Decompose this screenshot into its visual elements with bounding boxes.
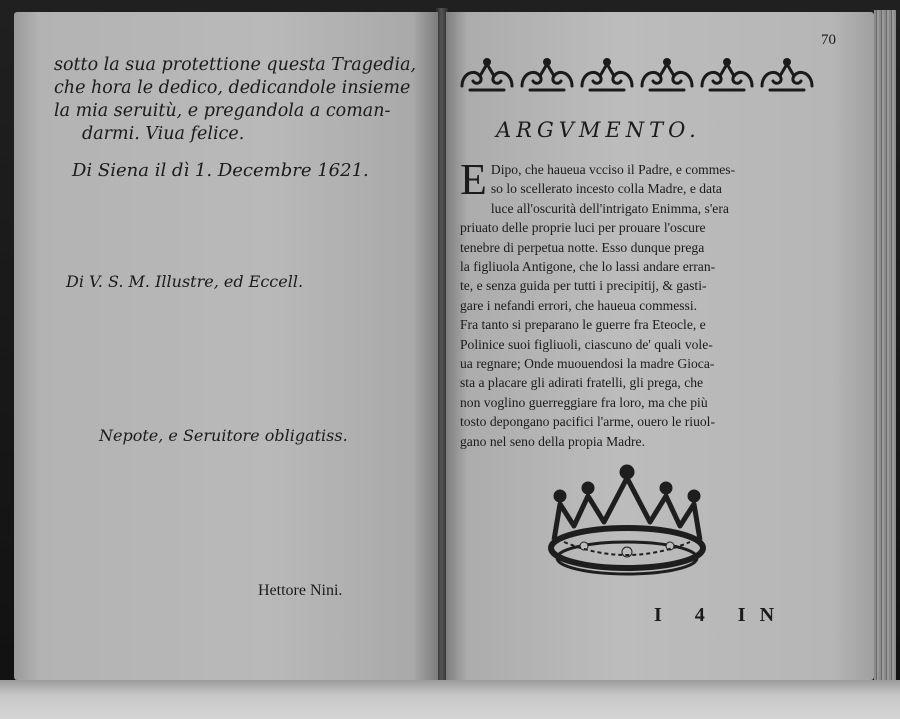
dedication-line: che hora le dedico, dedicandole insieme	[54, 78, 411, 98]
argument-line: Fra tanto si preparano le guerre fra Eteocle, e	[460, 317, 706, 333]
argument-line: te, e senza guida per tutti i precipitij, & gasti-	[460, 278, 707, 294]
scroll-ornament-band	[458, 56, 814, 96]
scan-bottom-margin	[0, 680, 900, 719]
argument-line: Polinice suoi figliuoli, ciascuno de' quali vole-	[460, 336, 713, 352]
argument-line: gano nel seno della propia Madre.	[460, 433, 645, 449]
nephew-line: Nepote, e Seruitore obligatiss.	[99, 426, 348, 445]
argument-line: ua regnare; Onde muouendosi la madre Gioca-	[460, 356, 715, 372]
argument-line: EDipo, che haueua vcciso il Padre, e commes-	[460, 155, 736, 204]
argument-line: la figliuola Antigone, che lo lassi andare erran-	[460, 259, 716, 275]
left-page	[14, 12, 438, 680]
dedication-line: sotto la sua protettione questa Tragedia,	[54, 55, 417, 75]
section-heading: ARGVMENTO.	[496, 118, 701, 142]
argument-line: sta a placare gli adirati fratelli, gli prega, che	[460, 375, 704, 391]
signature-marks: I 4 IN	[654, 604, 789, 626]
dedication-text	[54, 54, 416, 146]
argument-line: priuato delle proprie luci per prouare l'oscure	[460, 220, 706, 236]
page-number: 70	[821, 32, 836, 48]
argument-line: tenebre di perpetua notte. Esso dunque prega	[460, 239, 705, 255]
signoff: Di V. S. M. Illustre, ed Eccell.	[66, 272, 304, 291]
argument-line: luce all'oscurità dell'intrigato Enimma, s'era	[490, 200, 729, 216]
argument-line: tosto depongano pacifici l'arme, ouero le riuol-	[460, 414, 715, 430]
author-name: Hettore Nini.	[258, 582, 343, 599]
dedication-line: la mia seruitù, e pregandola a coman-	[54, 101, 391, 121]
argument-line: non voglino guerreggiare fra loro, ma che più	[460, 394, 708, 410]
dateline: Di Siena il dì 1. Decembre 1621.	[72, 160, 369, 181]
right-page	[446, 12, 874, 680]
argument-line: so lo scellerato incesto colla Madre, e data	[490, 181, 722, 197]
crown-woodcut-icon	[544, 464, 710, 578]
argument-text	[460, 155, 830, 451]
page-edges	[874, 10, 896, 682]
argument-line: gare i nefandi errori, che haueua commessi.	[460, 297, 698, 313]
dedication-line: darmi. Viua felice.	[82, 124, 245, 144]
